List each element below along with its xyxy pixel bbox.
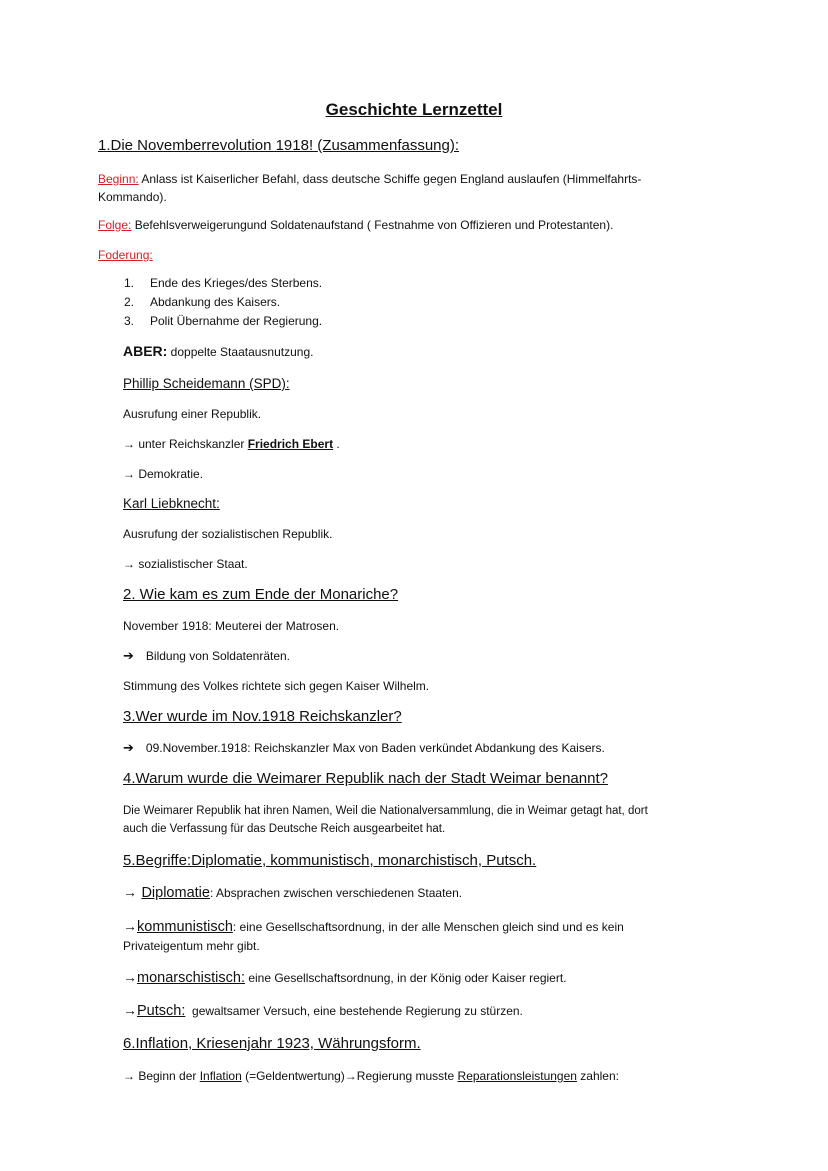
folge-label: Folge: xyxy=(98,218,132,232)
kommunistisch-term: kommunistisch xyxy=(137,919,233,935)
kommunistisch-line-2: Privateigentum mehr gibt. xyxy=(123,939,260,953)
section-6-line-post: zahlen: xyxy=(576,1069,619,1083)
arrow-icon: ➔ xyxy=(123,648,134,663)
list-item-number: 3. xyxy=(124,314,135,328)
diplomatie-line xyxy=(123,884,462,902)
diplomatie-term: Diplomatie xyxy=(141,885,210,901)
diplomatie-text: : Absprachen zwischen verschiedenen Staaten. xyxy=(209,886,463,900)
section-4-heading: 4.Warum wurde die Weimarer Republik nach der Stadt Weimar benannt? xyxy=(123,770,608,787)
section-2-line-1: November 1918: Meuterei der Matrosen. xyxy=(123,619,340,633)
beginn-text-1: Anlass ist Kaiserlicher Befahl, dass deutsche Schiffe gegen England auslaufen (Himmelfahrts- xyxy=(138,172,642,186)
scheidemann-heading: Phillip Scheidemann (SPD): xyxy=(123,376,290,391)
arrow-icon: → xyxy=(123,1002,137,1018)
list-item xyxy=(98,312,322,331)
forderung-label-text: Foderung: xyxy=(98,248,153,262)
section-5-heading: 5.Begriffe:Diplomatie, kommunistisch, monarchistisch, Putsch. xyxy=(123,852,537,869)
section-4-line-1: Die Weimarer Republik hat ihren Namen, Weil die Nationalversammlung, die in Weimar getagt hat, dort xyxy=(123,805,648,817)
arrow-icon: → xyxy=(123,884,137,900)
arrow-icon: → xyxy=(123,918,137,934)
list-item-number: 1. xyxy=(124,276,135,290)
monarchistisch-term: monarschistisch: xyxy=(137,970,245,986)
section-3-line-1 xyxy=(123,739,605,757)
friedrich-ebert-name: Friedrich Ebert xyxy=(247,437,334,451)
beginn-label: Beginn: xyxy=(98,172,139,186)
monarchistisch-text: eine Gesellschaftsordnung, in der König oder Kaiser regiert. xyxy=(244,971,567,985)
inflation-term: Inflation xyxy=(199,1069,242,1083)
putsch-term: Putsch: xyxy=(137,1003,186,1019)
list-item-text: Ende des Krieges/des Sterbens. xyxy=(150,276,323,290)
section-2-line-2 xyxy=(123,647,290,665)
section-6-heading: 6.Inflation, Kriesenjahr 1923, Währungsform. xyxy=(123,1035,421,1052)
section-3-line-1-text: 09.November.1918: Reichskanzler Max von Baden verkündet Abdankung des Kaisers. xyxy=(145,741,605,755)
list-item-text: Abdankung des Kaisers. xyxy=(150,295,281,309)
aber-line xyxy=(123,343,313,361)
liebknecht-heading: Karl Liebknecht: xyxy=(123,496,220,511)
section-2-line-2-text: Bildung von Soldatenräten. xyxy=(145,649,291,663)
forderung-list xyxy=(98,274,322,331)
section-4-line-2: auch die Verfassung für das Deutsche Reich ausgearbeitet hat. xyxy=(123,823,446,835)
kommunistisch-text: : eine Gesellschaftsordnung, in der alle Menschen gleich sind und es kein xyxy=(232,920,624,934)
arrow-icon: ➔ xyxy=(123,740,134,755)
scheidemann-line-2 xyxy=(123,435,340,453)
liebknecht-line-2: → sozialistischer Staat. xyxy=(123,557,248,571)
list-item-number: 2. xyxy=(124,295,135,309)
section-6-line-mid: (=Geldentwertung)→Regierung musste xyxy=(241,1069,458,1083)
section-2-line-3: Stimmung des Volkes richtete sich gegen Kaiser Wilhelm. xyxy=(123,679,430,693)
kommunistisch-line-1 xyxy=(123,918,624,936)
section-6-line-pre: → Beginn der xyxy=(123,1069,200,1083)
folge-line xyxy=(98,216,613,234)
aber-text: doppelte Staatausnutzung. xyxy=(167,345,314,359)
scheidemann-line-2-post: . xyxy=(333,437,340,451)
folge-text: Befehlsverweigerungund Soldatenaufstand ( Festnahme von Offizieren und Protestanten). xyxy=(131,218,614,232)
section-3-heading: 3.Wer wurde im Nov.1918 Reichskanzler? xyxy=(123,708,402,725)
list-item xyxy=(98,274,322,293)
section-1-heading-main: 1.Die Novemberrevolution 1918! xyxy=(98,137,318,154)
section-6-line-1 xyxy=(123,1067,619,1085)
list-item-text: Polit Übernahme der Regierung. xyxy=(150,314,323,328)
beginn-line-1 xyxy=(98,170,641,188)
scheidemann-line-1: Ausrufung einer Republik. xyxy=(123,407,262,421)
page-title: Geschichte Lernzettel xyxy=(325,100,503,119)
scheidemann-line-3: → Demokratie. xyxy=(123,467,204,481)
forderung-label xyxy=(98,246,153,264)
putsch-line xyxy=(123,1002,523,1020)
arrow-icon: → xyxy=(123,969,137,985)
section-1-heading xyxy=(98,137,459,154)
monarchistisch-line xyxy=(123,969,567,987)
putsch-text: gewaltsamer Versuch, eine bestehende Regierung zu stürzen. xyxy=(185,1004,523,1018)
reparationsleistungen-term: Reparationsleistungen xyxy=(457,1069,577,1083)
list-item xyxy=(98,293,322,312)
section-1-heading-tail: (Zusammenfassung): xyxy=(317,137,460,154)
aber-label: ABER: xyxy=(123,343,168,359)
scheidemann-line-2-pre: → unter Reichskanzler xyxy=(123,437,248,451)
liebknecht-line-1: Ausrufung der sozialistischen Republik. xyxy=(123,527,333,541)
section-2-heading: 2. Wie kam es zum Ende der Monariche? xyxy=(123,586,399,603)
beginn-line-2: Kommando). xyxy=(98,190,167,204)
